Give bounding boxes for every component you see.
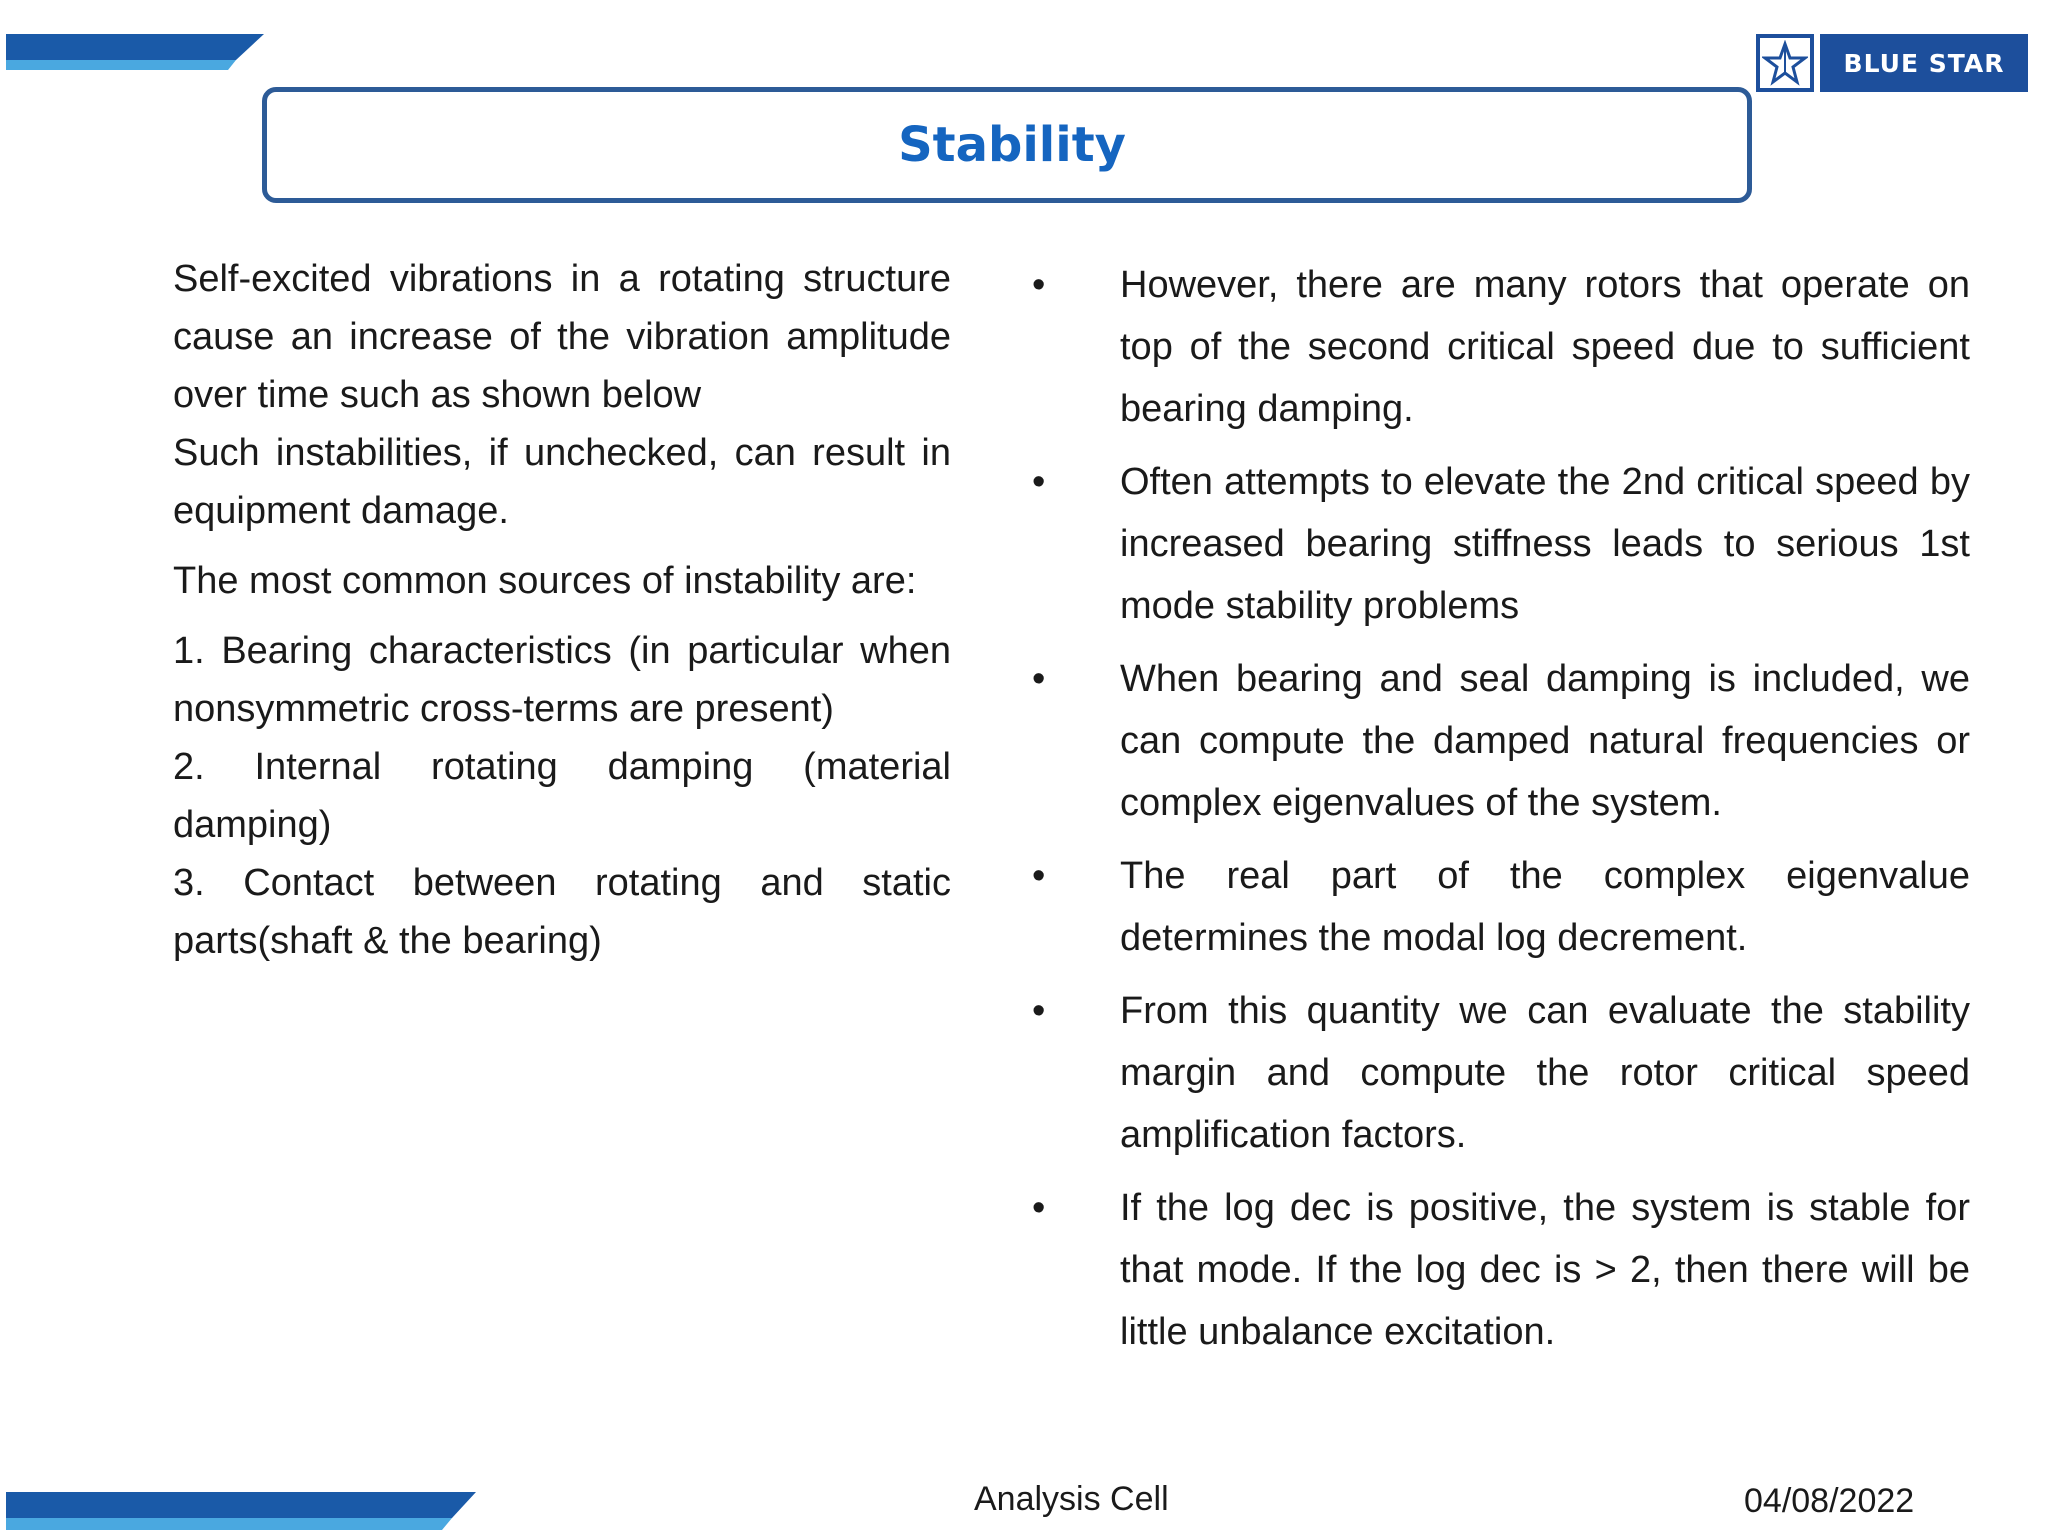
bullet-text: However, there are many rotors that operate on top of the second critical speed due to sufficient bearing damping. (1120, 264, 1970, 430)
footer-label: Analysis Cell (974, 1480, 1169, 1518)
bullet-text: The real part of the complex eigenvalue determines the modal log decrement. (1120, 855, 1970, 959)
bullet-text: If the log dec is positive, the system is stable for that mode. If the log dec is > 2, then there will be little unbalance excitation. (1120, 1187, 1970, 1353)
bullet-dot: • (1032, 855, 1046, 897)
footer-date: 04/08/2022 (1744, 1482, 1915, 1520)
bullet-text: When bearing and seal damping is included, we can compute the damped natural frequencies or complex eigenvalues of the system. (1120, 658, 1970, 824)
left-column (173, 250, 951, 970)
blue-star-logo (1756, 34, 2028, 92)
sources-paragraph: The most common sources of instability are: (173, 560, 917, 602)
bullet-item (1030, 254, 1970, 440)
top-accent-bar (6, 34, 264, 70)
intro-paragraph: Self-excited vibrations in a rotating structure cause an increase of the vibration amplitude over time such as shown below (173, 258, 951, 416)
source-item-1: 1. Bearing characteristics (in particular when nonsymmetric cross-terms are present) (173, 630, 951, 730)
bullet-item (1030, 648, 1970, 834)
bullet-text: Often attempts to elevate the 2nd critical speed by increased bearing stiffness leads to serious 1st mode stability problems (1120, 461, 1970, 627)
source-item-2: 2. Internal rotating damping (material damping) (173, 746, 951, 846)
right-column (1030, 254, 1970, 1374)
bullet-item (1030, 980, 1970, 1166)
bottom-accent-bar (6, 1492, 476, 1530)
bullet-item (1030, 845, 1970, 969)
bullet-dot: • (1032, 461, 1046, 503)
bullet-dot: • (1032, 990, 1046, 1032)
bullet-text: From this quantity we can evaluate the stability margin and compute the rotor critical speed amplification factors. (1120, 990, 1970, 1156)
bullet-dot: • (1032, 658, 1046, 700)
bullet-item (1030, 451, 1970, 637)
damage-paragraph: Such instabilities, if unchecked, can result in equipment damage. (173, 432, 951, 532)
page-title: Stability (898, 117, 1126, 173)
title-frame (262, 87, 1752, 203)
bullet-dot: • (1032, 264, 1046, 306)
logo-wordmark: BLUE STAR (1820, 34, 2028, 92)
bullet-item (1030, 1177, 1970, 1363)
bullet-dot: • (1032, 1187, 1046, 1229)
star-icon (1756, 34, 1814, 92)
source-item-3: 3. Contact between rotating and static parts(shaft & the bearing) (173, 862, 951, 962)
